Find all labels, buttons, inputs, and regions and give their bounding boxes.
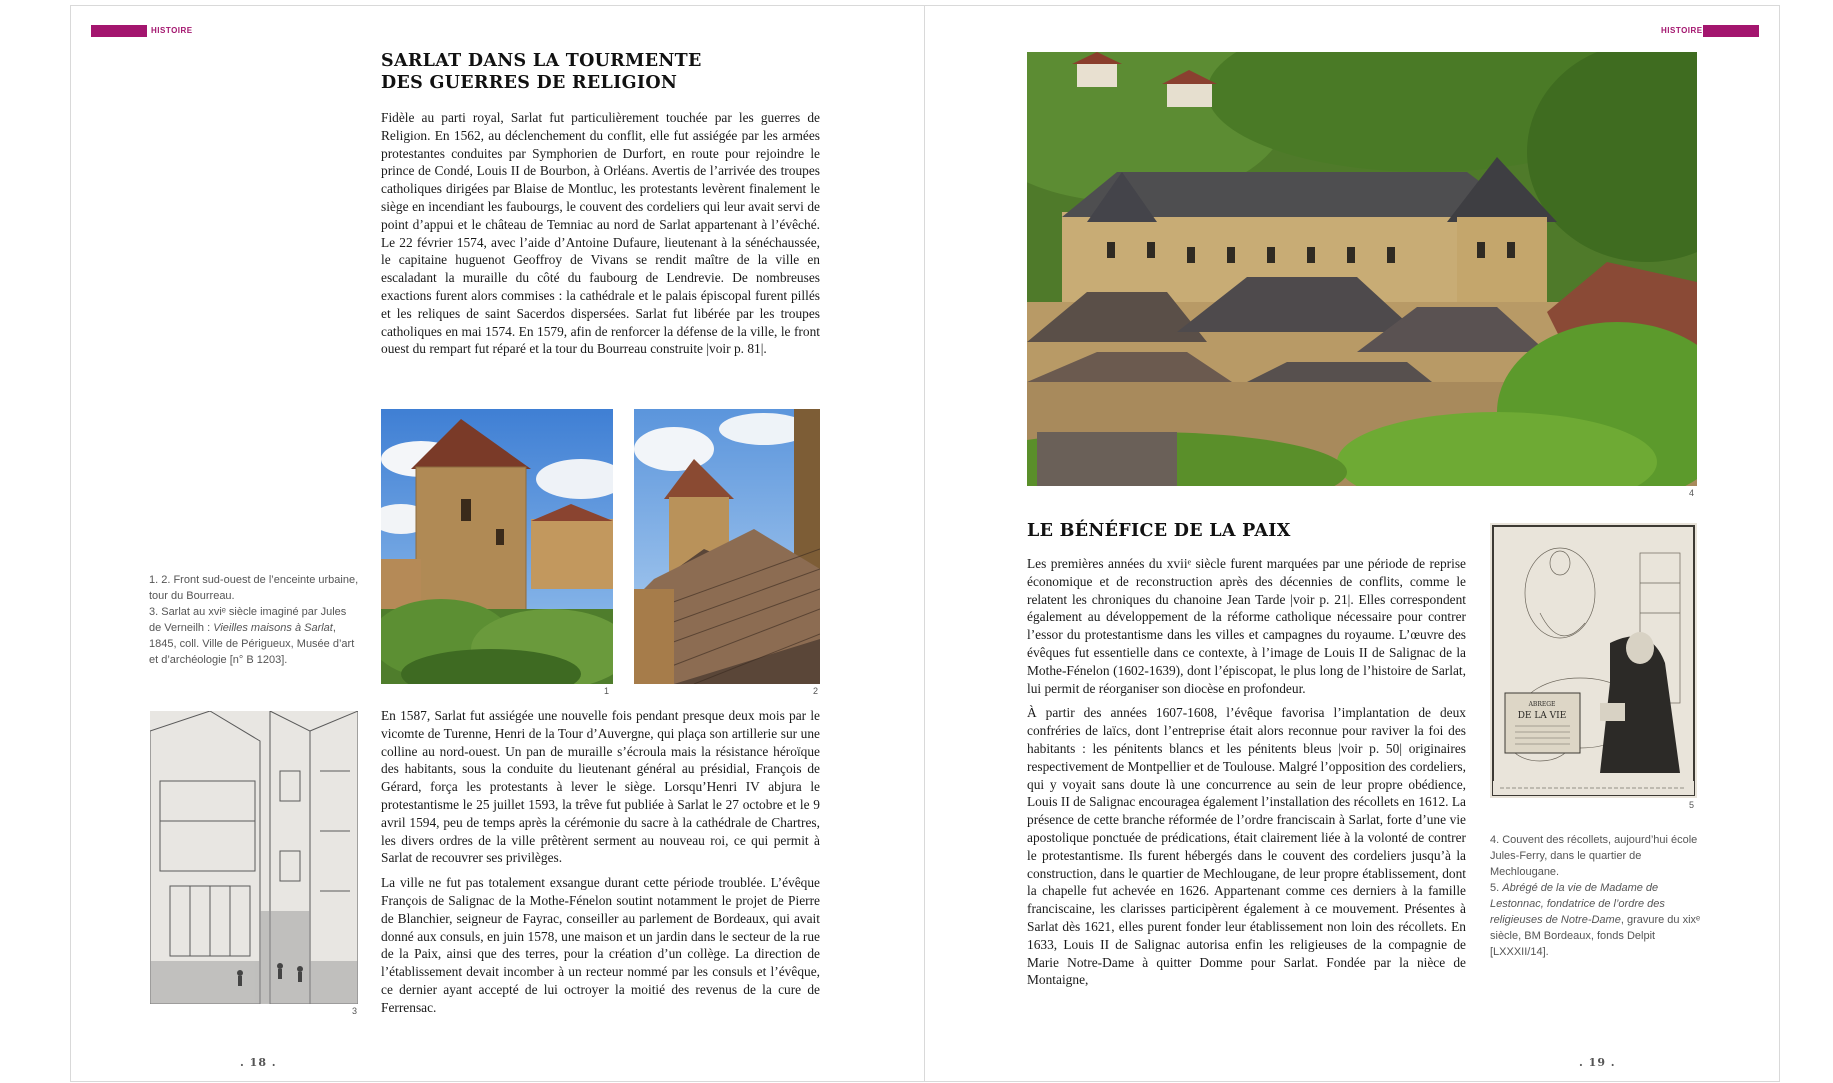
caption-4: 4. Couvent des récollets, aujourd’hui école Jules-Ferry, dans le quartier de Mechlougane. xyxy=(1490,834,1698,878)
caption-5 xyxy=(1490,880,1702,960)
photo-couvent-recollets xyxy=(1027,52,1697,486)
left-body-text xyxy=(381,707,820,1024)
caption-3-title: Vieilles maisons à Sarlat xyxy=(213,622,333,634)
photo-tower-bourreau-1 xyxy=(381,409,613,684)
section-tab-left xyxy=(91,25,147,37)
caption-1-2: 1. 2. Front sud-ouest de l’enceinte urbaine, tour du Bourreau. xyxy=(149,574,359,602)
caption-3 xyxy=(149,604,361,668)
photo-number-5: 5 xyxy=(1689,800,1695,810)
photo-number-4: 4 xyxy=(1689,488,1695,498)
paragraph: Les premières années du xviiᵉ siècle furent marquées par une période de reprise économique et de reconstruction après des décennies de conflits, comme le relatent les chroniques du chanoine Jean Tarde |voir p. 21|. Elles correspondent également au développement de la réforme catholique nécessaire pour contrer l’essor du protestantisme dans les villes et campagnes du royaume. L’œuvre des évêques fut essentielle dans ce contexte, à l’image de Louis II de Salignac de la Mothe-Fénelon (1602-1639), dont l’épiscopat, le plus long de l’histoire de Sarlat, lui permit de réorganiser son diocèse en profondeur. xyxy=(1027,556,1466,696)
paragraph: En 1587, Sarlat fut assiégée une nouvelle fois pendant presque deux mois par le vicomte de Turenne, Henri de la Tour d’Auvergne, qui plaça son artillerie sur une colline au nord-ouest. Un pan de muraille s’écroula mais la résistance héroïque des habitants, sous la conduite du lieutenant général au présidial, François de Gérard, força les protestants à lever le siège. Lorsqu’Henri IV abjura le protestantisme le 25 juillet 1593, la trêve fut publiée à Sarlat le 27 octobre et le 9 avril 1594, peu de temps après la cérémonie du sacre à la cathédrale de Chartres, les divers ordres de la ville prêtèrent serment au nouveau roi, ce qui permit à Sarlat de recouvrer ses privilèges. xyxy=(381,708,820,866)
section-tab-right xyxy=(1703,25,1759,37)
drawing-vieilles-maisons xyxy=(150,711,358,1004)
right-page-title: LE BÉNÉFICE DE LA PAIX xyxy=(1027,521,1291,541)
paragraph: Fidèle au parti royal, Sarlat fut particulièrement touchée par les guerres de Religion. En 1562, au déclenchement du conflit, elle fut assiégée par les armées protestantes conduites par Symphorien de Durfort, en route pour rejoindre le prince de Condé, Louis II de Bourbon, à Orléans. Avertis de l’arrivée des troupes catholiques dirigées par Blaise de Montluc, les protestants levèrent finalement le siège en incendiant les faubourgs, le couvent des cordeliers qui leur avait servi de point d’appui et le château de Temniac au nord de Sarlat appartenant à l’évêché. Le 22 février 1574, avec l’aide d’Antoine Dufaure, lieutenant à la sénéchaussée, le capitaine huguenot Geoffroy de Vivans se rendit maître de la ville en escaladant la muraille du côté du faubourg de Lendrevie. De nombreuses exactions furent alors commises : la cathédrale et le palais épiscopal furent pillés et les reliques de saint Sacerdos dispersées. Sarlat fut libérée par les troupes catholiques en mai 1574. En 1579, afin de renforcer la défense de la ville, le front ouest du rempart fut réparé et la tour du Bourreau construite |voir p. 81|. xyxy=(381,110,820,357)
left-intro-text xyxy=(381,109,820,365)
section-label-left: HISTOIRE xyxy=(151,26,193,35)
photo-number-2: 2 xyxy=(813,686,819,696)
page-gutter xyxy=(924,5,925,1082)
folio-left: . 18 . xyxy=(240,1056,277,1069)
left-captions xyxy=(149,572,361,668)
right-captions xyxy=(1490,832,1702,960)
svg-text:ABREGE: ABREGE xyxy=(1528,701,1556,708)
title-line-2: DES GUERRES DE RELIGION xyxy=(381,73,678,93)
section-label-right: HISTOIRE xyxy=(1661,26,1703,35)
paragraph: La ville ne fut pas totalement exsangue durant cette période troublée. L’évêque François de Salignac de la Mothe-Fénelon soutint notamment le projet de Pierre de Blanchier, seigneur de Fayrac, conseiller au parlement de Bordeaux, qui avait donné aux consuls, en juin 1578, une maison et un jardin dans le secteur de la rue de la Paix, ainsi que des terres, pour la création d’un collège. La direction de l’établissement devait incomber à un recteur nommé par les consuls et l’évêque, ce dernier ayant accepté de lui octroyer la moitié des revenus de la cure de Ferrensac. xyxy=(381,875,820,1015)
folio-right: . 19 . xyxy=(1579,1056,1616,1069)
engraving-lestonnac xyxy=(1490,523,1697,798)
caption-5-prefix: 5. xyxy=(1490,882,1503,894)
photo-number-3: 3 xyxy=(352,1006,358,1016)
title-line-1: SARLAT DANS LA TOURMENTE xyxy=(381,51,702,71)
left-page-title xyxy=(381,50,702,94)
caption-5-title: Abrégé de la vie de Madame de Lestonnac, fondatrice de l’ordre des religieuses de Notre-Dame xyxy=(1490,882,1665,926)
paragraph: À partir des années 1607-1608, l’évêque favorisa l’implantation de deux confréries de laïcs, dont l’entreprise était alors reconnue pour raviver la foi des habitants : les pénitents blancs et les pénitents bleus |voir p. 50| originaires respectivement de Montpellier et de Toulouse. Malgré l’opposition des cordeliers, qui y voyait sans doute là une concurrence au sein de leur propre obédience, Louis II de Salignac encouragea également l’installation des récollets en 1612. La présence de cette branche réformée de l’ordre franciscain à Sarlat, forte d’une vie apostolique ponctuée de prédications, était clairement liée à la volonté de contrer le protestantisme. Ils furent hébergés dans le couvent des cordeliers jusqu’à la construction, dans le quartier de Mechlougane, de leur propre établissement, dont la chapelle fut achevée en 1626. Appartenant comme ces derniers à la famille franciscaine, les clarisses participèrent également à ce mouvement. Présentes à Sarlat dès 1621, elles purent fonder leur établissement non loin des récollets. En 1633, Louis II de Salignac autorisa enfin les religieuses de la compagnie de Marie Notre-Dame à quitter Domme pour Sarlat. Fondée par la nièce de Montaigne, xyxy=(1027,705,1466,988)
svg-text:DE LA VIE: DE LA VIE xyxy=(1517,711,1567,721)
photo-tower-bourreau-2 xyxy=(634,409,820,684)
caption-3-prefix: 3. Sarlat au xviᵉ siècle imaginé par Jules de Verneilh : xyxy=(149,606,347,634)
caption-3-suffix: , 1845, coll. Ville de Périgueux, Musée d’art et d’archéologie [n° B 1203]. xyxy=(149,622,355,666)
caption-5-suffix: , gravure du xixᵉ siècle, BM Bordeaux, fonds Delpit [LXXXII/14]. xyxy=(1490,914,1701,958)
photo-number-1: 1 xyxy=(604,686,610,696)
right-body-text xyxy=(1027,555,1466,996)
